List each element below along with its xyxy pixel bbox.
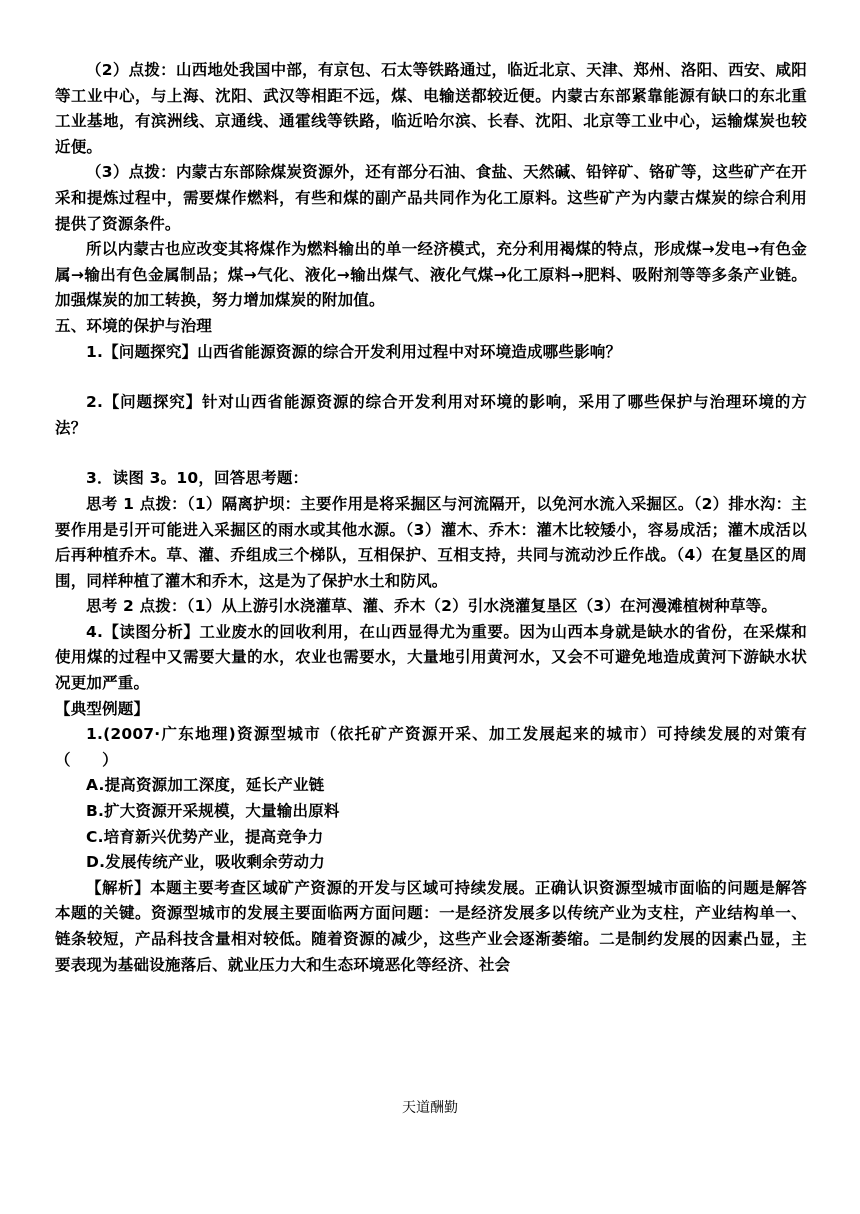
option-b: B.扩大资源开采规模，大量输出原料 <box>86 802 340 821</box>
paragraph-transport-analysis: （2）点拨：山西地处我国中部，有京包、石太等铁路通过，临近北京、天津、郑州、洛阳、西安、咸阳等工业中心，与上海、沈阳、武汉等相距不远，煤、电输送都较近便。内蒙古东部紧靠能源有缺口的东北重工业基地，有滨洲线、京通线、通霍线等铁路，临近哈尔滨、长春、沈阳、北京等工业中心，运输煤炭也较近便。 <box>55 61 807 156</box>
option-c: C.培育新兴优势产业，提高竞争力 <box>86 827 324 846</box>
option-a: A.提高资源加工深度，延长产业链 <box>86 776 325 795</box>
question-2: 2.【问题探究】针对山西省能源资源的综合开发利用对环境的影响，采用了哪些保护与治理环境的方法？ <box>55 393 807 437</box>
option-d: D.发展传统产业，吸收剩余劳动力 <box>86 853 325 872</box>
paragraph-mineral-resources: （3）点拨：内蒙古东部除煤炭资源外，还有部分石油、食盐、天然碱、铅锌矿、铬矿等，这些矿产在开采和提炼过程中，需要煤作燃料，有些和煤的副产品共同作为化工原料。这些矿产为内蒙古煤炭的综合利用提供了资源条件。 <box>55 163 807 233</box>
question-4: 4.【读图分析】工业废水的回收利用，在山西显得尤为重要。因为山西本身就是缺水的省份，在采煤和使用煤的过程中又需要大量的水，农业也需要水，大量地引用黄河水，又会不可避免地造成黄河下游缺水状况更加严重。 <box>55 622 807 693</box>
analysis-paragraph: 【解析】本题主要考查区域矿产资源的开发与区域可持续发展。正确认识资源型城市面临的问题是解答本题的关键。资源型城市的发展主要面临两方面问题：一是经济发展多以传统产业为支柱，产业结构单一、链条较短，产品科技含量相对较低。随着资源的减少，这些产业会逐渐萎缩。二是制约发展的因素凸显，主要表现为基础设施落后、就业压力大和生态环境恶化等经济、社会 <box>55 878 807 974</box>
example-question-1: 1.(2007·广东地理)资源型城市（依托矿产资源开采、加工发展起来的城市）可持续发展的对策有（ ） <box>55 725 807 769</box>
answer-space-1 <box>55 365 807 390</box>
think-1-hint: 思考 1 点拨：（1）隔离护坝：主要作用是将采掘区与河流隔开，以免河水流入采掘区。（2）排水沟：主要作用是引开可能进入采掘区的雨水或其他水源。（3）灌木、乔木：灌木比较矮小，容易成活；灌木成活以后再种植乔木。草、灌、乔组成三个梯队，互相保护、互相支持，共同与流动沙丘作战。（4）在复垦区的周围，同样种植了灌木和乔木，这是为了保护水土和防风。 <box>55 494 807 590</box>
question-3: 3．读图 3。10，回答思考题： <box>86 469 309 488</box>
section-heading-environment: 五、环境的保护与治理 <box>55 316 213 335</box>
question-1: 1.【问题探究】山西省能源资源的综合开发利用过程中对环境造成哪些影响？ <box>86 342 622 361</box>
document-page <box>55 58 807 978</box>
think-2-hint: 思考 2 点拨：（1）从上游引水浇灌草、灌、乔木（2）引水浇灌复垦区（3）在河漫滩植树种草等。 <box>86 597 778 616</box>
page-footer: 天道酬勤 <box>402 1100 458 1116</box>
paragraph-industry-chain: 所以内蒙古也应改变其将煤作为燃料输出的单一经济模式，充分利用褐煤的特点，形成煤→发电→有色金属→输出有色金属制品；煤→气化、液化→输出煤气、液化气煤→化工原料→肥料、吸附剂等等多条产业链。加强煤炭的加工转换，努力增加煤炭的附加值。 <box>55 240 807 310</box>
example-heading: 【典型例题】 <box>55 699 150 718</box>
answer-space-2 <box>55 441 807 466</box>
